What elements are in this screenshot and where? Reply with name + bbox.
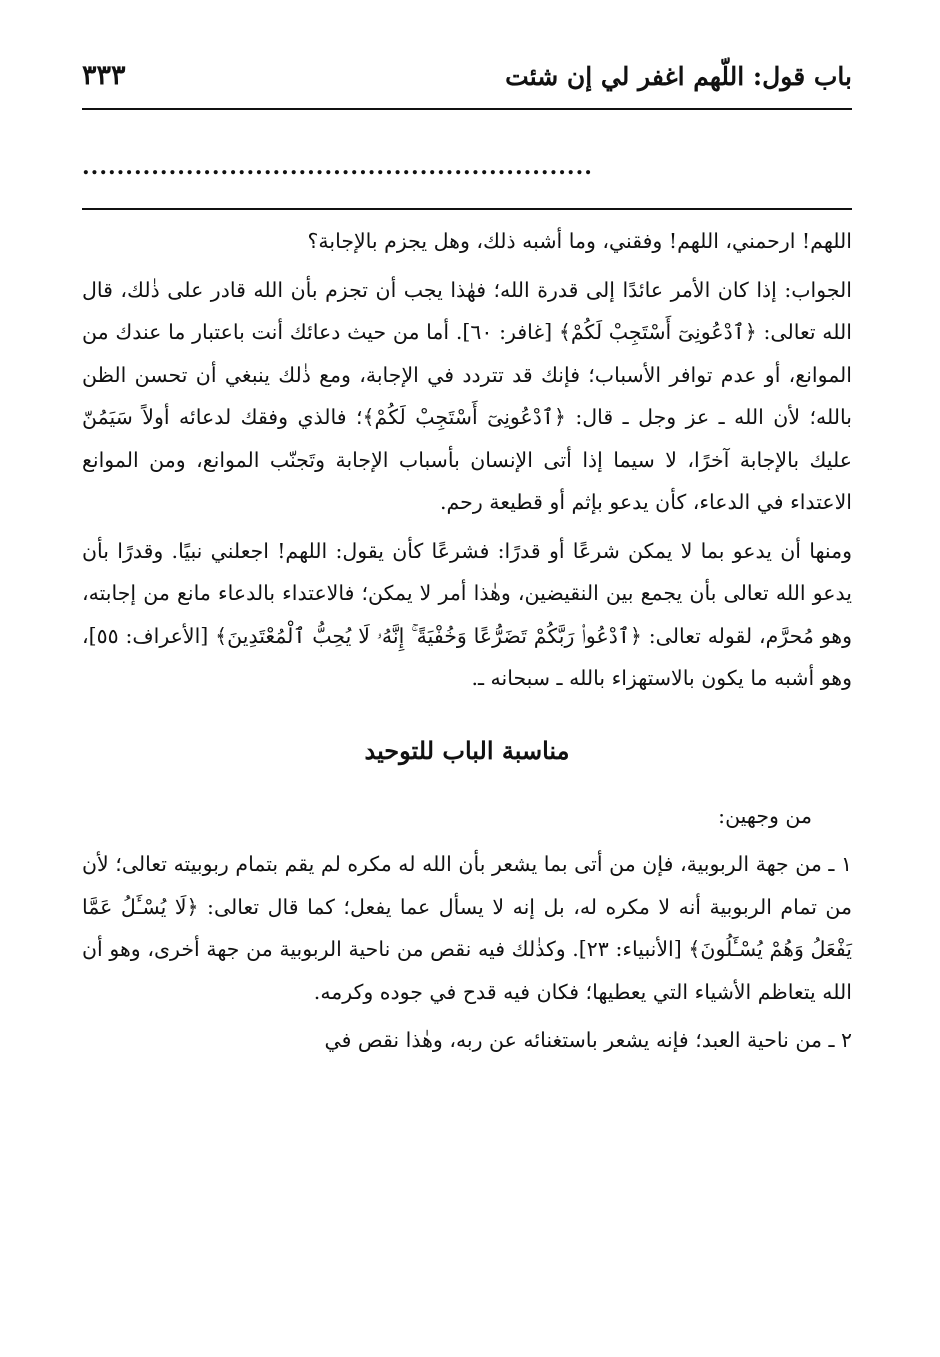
chapter-title: باب قول: اللّهم اغفر لي إن شئت [505, 62, 852, 91]
section-heading: مناسبة الباب للتوحيد [364, 735, 570, 765]
point-servant: ٢ ـ من ناحية العبد؛ فإنه يشعر باستغنائه عن ربه، وهٰذا نقص في [324, 1028, 852, 1052]
continuation-band [82, 110, 852, 210]
continuation-dots: ........................................................... [82, 154, 593, 180]
body-text [82, 210, 852, 1062]
page-header [82, 52, 852, 110]
paragraph-answer: الجواب: إذا كان الأمر عائدًا إلى قدرة الله؛ فهٰذا يجب أن تجزم بأن الله قادر على ذٰلك، قال الله تعالى: ﴿ٱدْعُونِىٓ أَسْتَجِبْ لَكُمْ﴾ [غافر: ٦٠]. أما من حيث دعائك أنت باعتبار ما عندك من الموانع، أو عدم توافر الأسباب؛ فإنك قد تتردد في الإجابة، ومع ذٰلك ينبغي أن تحسن الظن بالله؛ لأن الله ـ عز وجل ـ قال: ﴿ٱدْعُونِىٓ أَسْتَجِبْ لَكُمْ﴾؛ فالذي وفقك لدعائه أولاً سَيَمُنّ عليك بالإجابة آخرًا، لا سيما إذا أتى الإنسان بأسباب الإجابة وتَجنّب الموانع، ومن الموانع الاعتداء في الدعاء، كأن يدعو بإثم أو قطيعة رحم. [82, 277, 852, 514]
point-lordship: ١ ـ من جهة الربوبية، فإن من أتى بما يشعر بأن الله له مكره لم يقم بتمام ربوبيته تعالى؛ لأن من تمام الربوبية أنه لا مكره له، بل إنه لا يسأل عما يفعل؛ كما قال تعالى: ﴿لَا يُسْـَٔلُ عَمَّا يَفْعَلُ وَهُمْ يُسْـَٔلُونَ﴾ [الأنبياء: ٢٣]. وكذٰلك فيه نقص من ناحية الربوبية من جهة أخرى، وهو أن الله يتعاظم الأشياء التي يعطيها؛ فكان فيه قدح في جوده وكرمه. [82, 852, 852, 1004]
section-intro: من وجهين: [718, 803, 812, 828]
page-number: ٣٣٣ [82, 60, 126, 91]
paragraph-question-end: اللهم! ارحمني، اللهم! وفقني، وما أشبه ذلك، وهل يجزم بالإجابة؟ [307, 229, 852, 253]
paragraph-impossible-prayer: ومنها أن يدعو بما لا يمكن شرعًا أو قدرًا: فشرعًا كأن يقول: اللهم! اجعلني نبيًا. وقدرًا بأن يدعو الله تعالى بأن يجمع بين النقيضين، وهٰذا أمر لا يمكن؛ فالاعتداء بالدعاء مانع من إجابته، وهو مُحرَّم، لقوله تعالى: ﴿ٱدْعُوا۟ رَبَّكُمْ تَضَرُّعًا وَخُفْيَةً ۚ إِنَّهُۥ لَا يُحِبُّ ٱلْمُعْتَدِينَ﴾ [الأعراف: ٥٥]، وهو أشبه ما يكون بالاستهزاء بالله ـ سبحانه ـ. [82, 538, 852, 690]
book-page [82, 52, 852, 1062]
